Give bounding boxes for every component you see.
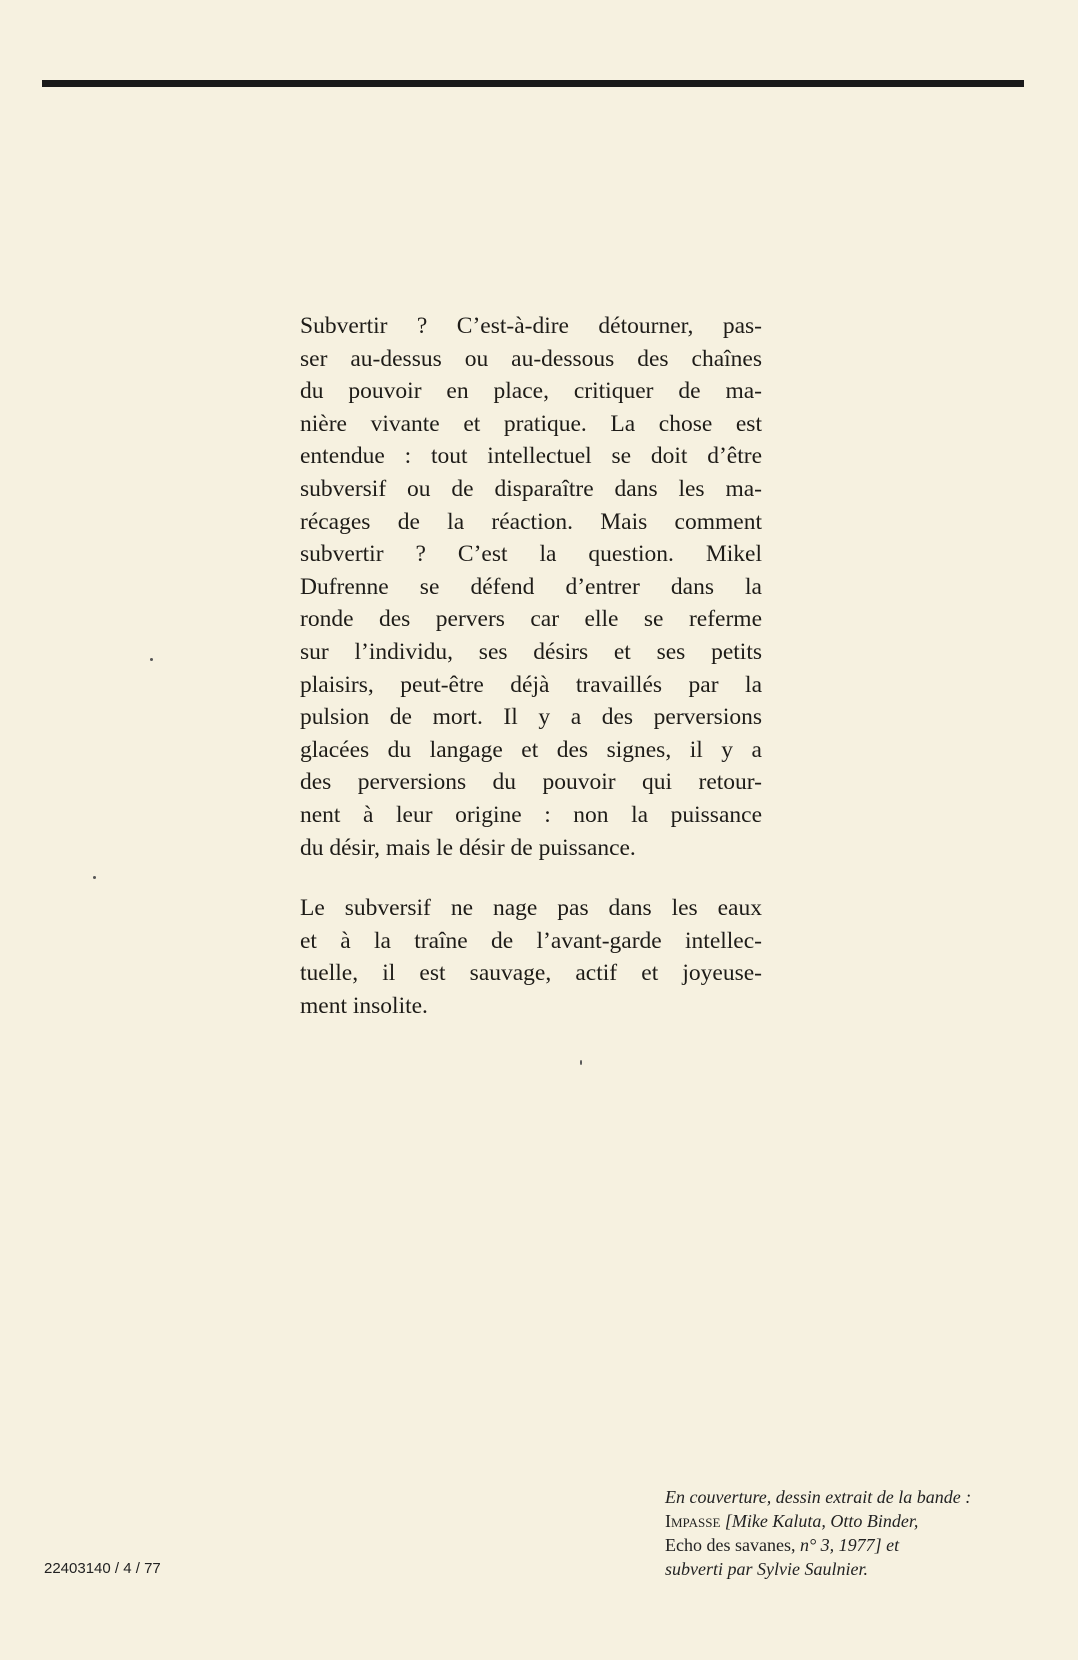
text-line: Subvertir ? C’est-à-dire détourner, pas- <box>300 313 762 339</box>
blurb-text <box>300 310 762 1050</box>
text-line: pulsion de mort. Il y a des perversions <box>300 704 762 731</box>
credit-line <box>665 1533 1027 1557</box>
paper-speck <box>93 876 96 879</box>
top-rule <box>42 80 1024 87</box>
text-line: plaisirs, peut-être déjà travaillés par la <box>300 671 762 698</box>
text-line: récages de la réaction. Mais comment <box>300 508 762 535</box>
text-line: du désir, mais le désir de puissance. <box>300 834 636 861</box>
text-line: subvertir ? C’est la question. Mikel <box>300 541 762 568</box>
credit-issue: n° 3, 1977] <box>799 1535 882 1555</box>
text-line: ronde des pervers car elle se referme <box>300 606 762 633</box>
text-line: entendue : tout intellectuel se doit d’être <box>300 443 762 470</box>
text-line: nent à leur origine : non la puissance <box>300 801 762 828</box>
credit-line: En couverture, dessin extrait de la bande : <box>665 1487 972 1507</box>
credit-line <box>665 1509 1027 1533</box>
text-line: du pouvoir en place, critiquer de ma- <box>300 378 762 405</box>
paper-speck <box>150 658 153 661</box>
credit-line: subverti par Sylvie Saulnier. <box>665 1559 868 1579</box>
text-line: tuelle, il est sauvage, actif et joyeuse- <box>300 960 762 987</box>
text-line: subversif ou de disparaître dans les ma- <box>300 475 762 502</box>
credit-title: Impasse <box>665 1511 721 1531</box>
text-line: Le subversif ne nage pas dans les eaux <box>300 895 762 922</box>
credit-conjunction: et <box>886 1535 900 1555</box>
blurb-paragraph-2 <box>300 892 762 1022</box>
text-line: Dufrenne se défend d’entrer dans la <box>300 573 762 600</box>
text-line: ser au-dessus ou au-dessous des chaînes <box>300 345 762 372</box>
blurb-paragraph-1 <box>300 310 762 864</box>
credit-publication: Echo des savanes, <box>665 1535 796 1555</box>
cover-credit <box>665 1485 1027 1581</box>
text-line: et à la traîne de l’avant-garde intellec- <box>300 927 762 954</box>
paper-speck <box>580 1060 582 1065</box>
text-line: ment insolite. <box>300 992 428 1019</box>
text-line: glacées du langage et des signes, il y a <box>300 736 762 763</box>
catalog-number: 22403140 / 4 / 77 <box>44 1560 161 1577</box>
credit-authors: [Mike Kaluta, Otto Binder, <box>724 1511 919 1531</box>
text-line: sur l’individu, ses désirs et ses petits <box>300 638 762 665</box>
text-line: nière vivante et pratique. La chose est <box>300 410 762 437</box>
text-line: des perversions du pouvoir qui retour- <box>300 769 762 796</box>
